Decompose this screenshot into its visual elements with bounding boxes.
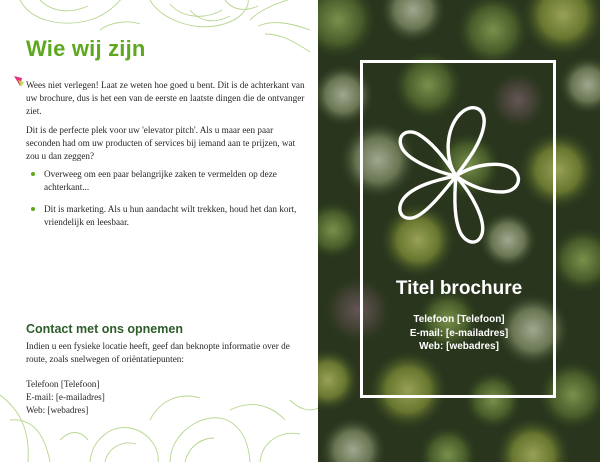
text-cursor-marker-icon [12,74,26,88]
cover-email: E-mail: [e-mailadres] [409,327,509,339]
cover-contact-details [318,313,600,354]
cover-title: Titel brochure [395,278,523,299]
bullet-text: Overweeg om een paar belangrijke zaken te vermelden op deze achterkant... [44,169,277,192]
contact-details [26,378,105,417]
cover-phone: Telefoon [Telefoon] [413,314,505,325]
bullet-icon [31,172,35,176]
cover-panel [318,0,600,462]
contact-web: Web: [webadres] [26,405,89,415]
contact-phone: Telefoon [Telefoon] [26,379,100,389]
contact-heading: Contact met ons opnemen [26,322,183,336]
bullet-list [26,168,306,238]
directions-paragraph: Indien u een fysieke locatie heeft, geef dan beknopte informatie over de route, zoals snelwegen of oriëntatiepunten: [26,341,290,364]
bullet-text: Dit is marketing. Als u hun aandacht wilt trekken, houd het dan kort, vriendelijk en leesbaar. [44,204,297,227]
page-title: Wie wij zijn [26,36,146,61]
contact-email: E-mail: [e-mailadres] [26,392,105,402]
flower-logo-icon [394,98,524,258]
list-item [26,203,306,229]
pitch-paragraph: Dit is de perfecte plek voor uw 'elevator pitch'. Als u maar een paar seconden had om uw producten of services bij iemand aan te prijzen, wat zou u dan zeggen? [26,125,296,161]
bullet-icon [31,207,35,211]
cover-web: Web: [webadres] [419,341,499,352]
intro-paragraph: Wees niet verlegen! Laat ze weten hoe goed u bent. Dit is de achterkant van uw brochure, dus is het een van de eerste en laatste dingen die de ontvanger ziet. [26,80,305,116]
list-item [26,168,306,194]
